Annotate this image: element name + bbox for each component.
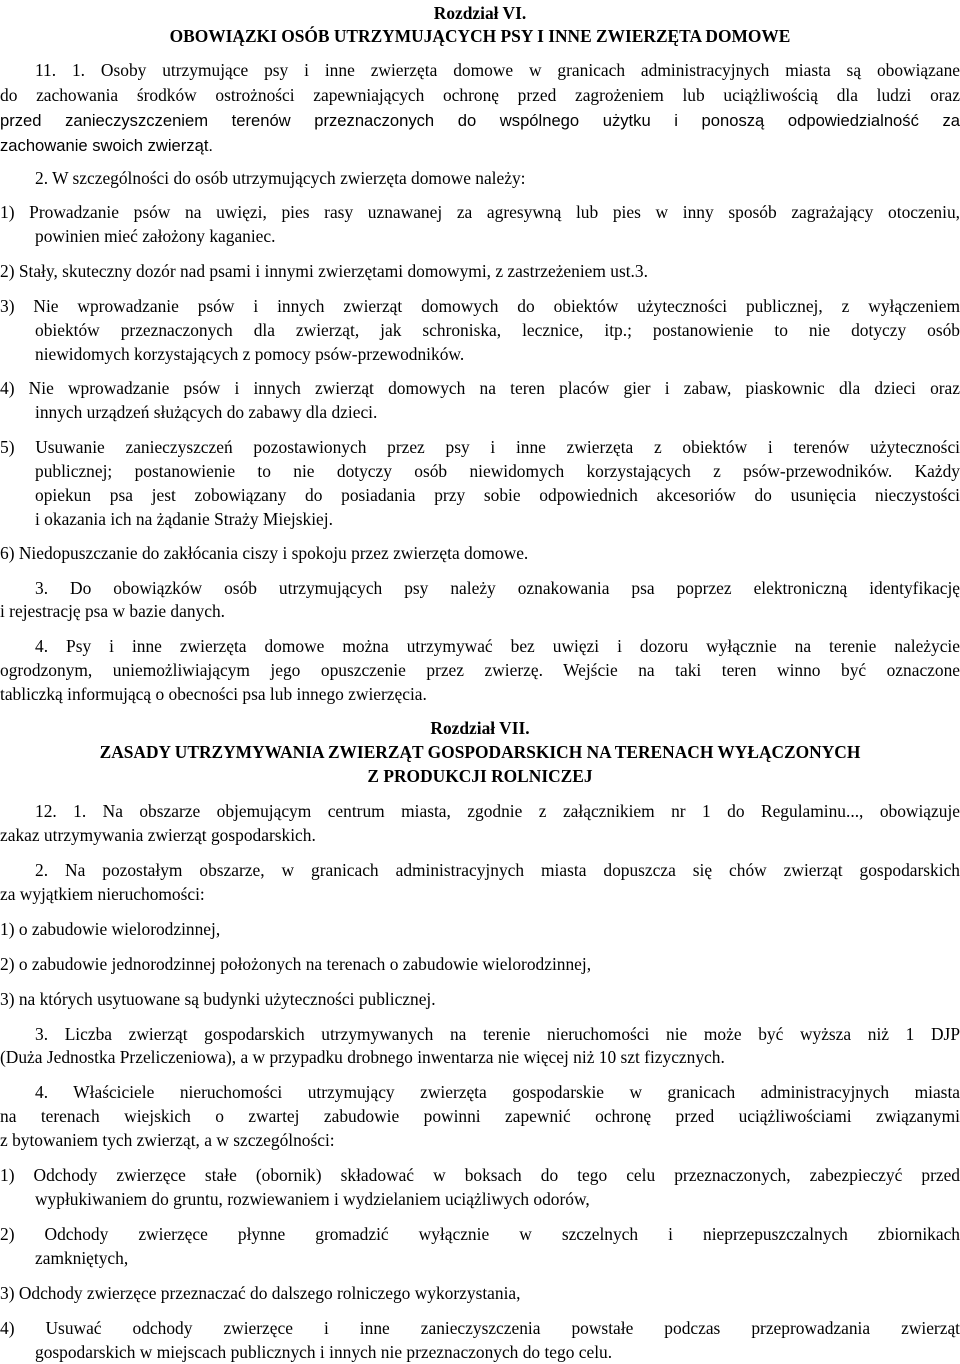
section-11-para-4: 4. Psy i inne zwierzęta domowe można utrzymywać bez uwięzi i dozoru wyłącznie na terenie należycie [35,636,960,656]
list-item: powinien mieć założony kaganiec. [35,226,276,246]
section-12-para-4: na terenach wiejskich o zwartej zabudowie powinni zapewnić ochronę przed uciążliwościami związanymi [0,1106,960,1126]
list-item: i okazania ich na żądanie Straży Miejskiej. [35,509,333,529]
list-item: 6) Niedopuszczanie do zakłócania ciszy i spokoju przez zwierzęta domowe. [0,543,529,563]
list-item: zamkniętych, [35,1248,129,1268]
section-12-para-3: 3. Liczba zwierząt gospodarskich utrzymywanych na terenie nieruchomości nie może być wyższa niż 1 DJP [35,1024,960,1044]
list-item: 5) Usuwanie zanieczyszczeń pozostawionych przez psy i inne zwierzęta z obiektów i terenów użyteczności [0,437,960,457]
chapter-vii-number: Rozdział VII. [430,718,530,738]
section-12-para-2: 2. Na pozostałym obszarze, w granicach administracyjnych miasta dopuszcza się chów zwierząt gospodarskich [35,860,960,880]
list-item: 3) na których usytuowane są budynki użyteczności publicznej. [0,989,436,1009]
list-item: 2) o zabudowie jednorodzinnej położonych na terenach o zabudowie wielorodzinnej, [0,954,592,974]
section-11-para-1: przed zanieczyszczeniem terenów przeznaczonych do wspólnego użytku i ponoszą odpowiedzialność za [0,111,960,130]
section-11-para-4: tabliczką informującą o obecności psa lub innego zwierzęcia. [0,684,427,704]
section-11-para-4: ogrodzonym, uniemożliwiającym jego opuszczenie przez zwierzę. Wejście na taki teren winno być oznaczone [0,660,960,680]
list-item: 2) Odchody zwierzęce płynne gromadzić wyłącznie w szczelnych i nieprzepuszczalnych zbiornikach [0,1224,960,1244]
list-item: wypłukiwaniem do gruntu, rozwiewaniem i wydzielaniem uciążliwych odorów, [35,1189,590,1209]
section-11-para-3: 3. Do obowiązków osób utrzymujących psy należy oznakowania psa poprzez elektroniczną identyfikację [35,578,960,598]
list-item: 3) Nie wprowadzanie psów i innych zwierząt domowych do obiektów użyteczności publicznej, z wyłączeniem [0,296,960,316]
list-item: innych urządzeń służących do zabawy dla dzieci. [35,402,378,422]
list-item: 1) Prowadzanie psów na uwięzi, pies rasy uznawanej za agresywną lub pies w inny sposób zagrażający otoczeniu, [0,202,960,222]
chapter-vi-title: OBOWIĄZKI OSÓB UTRZYMUJĄCYCH PSY I INNE ZWIERZĘTA DOMOWE [169,26,791,46]
section-12-para-4: z bytowaniem tych zwierząt, a w szczególności: [0,1130,335,1150]
section-12-para-2: za wyjątkiem nieruchomości: [0,884,205,904]
section-11-para-1: do zachowania środków ostrożności zapewniających ochronę przed zagrożeniem lub uciążliwością dla ludzi oraz [0,85,960,105]
list-item: opiekun psa jest zobowiązany do posiadania przy sobie odpowiednich akcesoriów do usunięcia nieczystości [35,485,960,505]
chapter-vi-number: Rozdział VI. [433,3,527,23]
section-12-para-1: zakaz utrzymywania zwierząt gospodarskich. [0,825,316,845]
list-item: 4) Nie wprowadzanie psów i innych zwierząt domowych na teren placów gier i zabaw, piaskownic dla dzieci oraz [0,378,960,398]
section-11-para-1: 11. 1. Osoby utrzymujące psy i inne zwierzęta domowe w granicach administracyjnych miasta są obowiązane [35,60,960,80]
list-item: 1) o zabudowie wielorodzinnej, [0,919,221,939]
list-item: publicznej; postanowienie to nie dotyczy osób niewidomych korzystających z psów-przewodników. Każdy [35,461,960,481]
section-11-para-1: zachowanie swoich zwierząt. [0,136,214,155]
chapter-vii-title: ZASADY UTRZYMYWANIA ZWIERZĄT GOSPODARSKICH NA TERENACH WYŁĄCZONYCH [99,742,861,762]
list-item: 4) Usuwać odchody zwierzęce i inne zanieczyszczenia powstałe podczas przeprowadzania zwierząt [0,1318,960,1338]
chapter-vii-title: Z PRODUKCJI ROLNICZEJ [367,766,593,786]
list-item: gospodarskich w miejscach publicznych i innych nie przeznaczonych do tego celu. [35,1342,613,1362]
list-item: 2) Stały, skuteczny dozór nad psami i innymi zwierzętami domowymi, z zastrzeżeniem ust.3. [0,261,648,281]
list-item: obiektów przeznaczonych dla zwierząt, jak schroniska, lecznice, itp.; postanowienie to nie dotyczy osób [35,320,960,340]
section-11-para-2: 2. W szczególności do osób utrzymujących zwierzęta domowe należy: [35,168,526,188]
section-11-para-3: i rejestrację psa w bazie danych. [0,601,225,621]
section-12-para-1: 12. 1. Na obszarze objemującym centrum miasta, zgodnie z załącznikiem nr 1 do Regulaminu..., obowiązuje [35,801,960,821]
section-12-para-3: (Duża Jednostka Przeliczeniowa), a w przypadku drobnego inwentarza nie więcej niż 10 szt fizycznych. [0,1047,725,1067]
list-item: niewidomych korzystających z pomocy psów-przewodników. [35,344,465,364]
section-12-para-4: 4. Właściciele nieruchomości utrzymujący zwierzęta gospodarskie w granicach administracyjnych miasta [35,1082,960,1102]
list-item: 1) Odchody zwierzęce stałe (obornik) składować w boksach do tego celu przeznaczonych, zabezpieczyć przed [0,1165,960,1185]
list-item: 3) Odchody zwierzęce przeznaczać do dalszego rolniczego wykorzystania, [0,1283,521,1303]
